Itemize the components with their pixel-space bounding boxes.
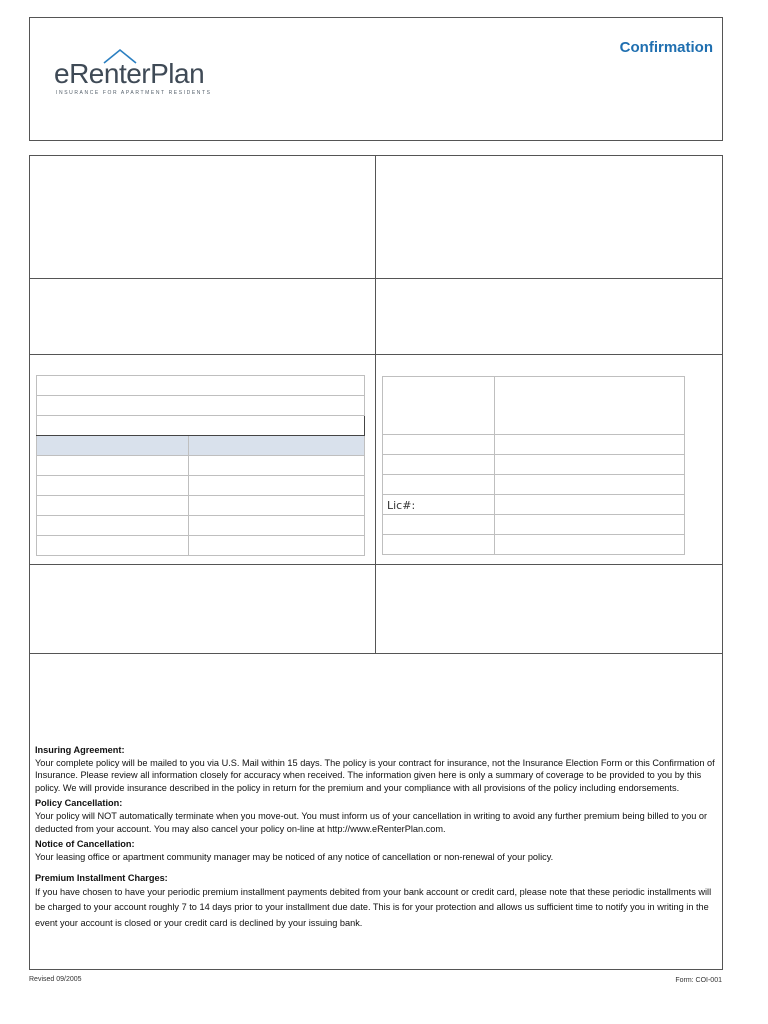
table-cell	[37, 476, 189, 496]
table-cell	[189, 436, 365, 456]
table-cell	[383, 377, 495, 435]
table-row	[383, 377, 685, 435]
table-cell	[383, 435, 495, 455]
location-cell	[29, 278, 376, 355]
table-row	[383, 495, 685, 515]
section-heading: Insuring Agreement:	[35, 745, 125, 755]
insured-info-cell	[29, 155, 376, 279]
premium-installment-section	[35, 872, 715, 931]
table-row	[37, 536, 365, 556]
coverage-cell	[29, 354, 376, 565]
document-title: Confirmation	[619, 39, 713, 56]
form-number: Form: COI-001	[675, 977, 722, 984]
table-cell	[495, 475, 685, 495]
policy-info-cell	[375, 155, 723, 279]
erenterplan-logo	[54, 48, 224, 98]
table-row	[383, 455, 685, 475]
table-cell	[37, 396, 365, 416]
revised-date: Revised 09/2005	[29, 976, 82, 983]
table-row	[37, 456, 365, 476]
table-row	[37, 396, 365, 416]
table-row	[383, 475, 685, 495]
table-row	[383, 535, 685, 555]
table-cell	[189, 496, 365, 516]
section-body: Your policy will NOT automatically terminate when you move-out. You must inform us of your cancellation in writing to avoid any further premium being billed to you or deducted from your account. You may also cancel your policy on-line at http://www.eRenterPlan.com.	[35, 810, 708, 834]
table-cell	[495, 435, 685, 455]
notice-of-cancellation-section	[35, 838, 715, 863]
policy-cancellation-section	[35, 797, 715, 835]
table-cell	[189, 536, 365, 556]
agent-table	[382, 376, 685, 555]
license-label: Lic#:	[387, 498, 416, 512]
license-label-cell	[383, 495, 495, 515]
section-heading: Notice of Cancellation:	[35, 839, 135, 850]
table-header-row	[37, 436, 365, 456]
table-cell	[383, 535, 495, 555]
table-row	[37, 476, 365, 496]
section-body: Your complete policy will be mailed to you via U.S. Mail within 15 days. The policy is your contract for insurance, not the Insurance Election Form or this Confirmation of Insurance. Please review all information closely for accuracy when received. The information given here is only a summary of coverage to be provided to you by this policy. We will provide insurance described in the policy in return for the premium and your compliance with all provisions of the policy including endorsements.	[35, 757, 715, 793]
table-cell	[383, 515, 495, 535]
table-cell	[189, 456, 365, 476]
table-row	[37, 376, 365, 396]
document-header	[29, 17, 723, 141]
table-cell	[495, 377, 685, 435]
table-cell	[495, 455, 685, 475]
agent-cell	[375, 354, 723, 565]
table-cell	[37, 436, 189, 456]
section-heading: Policy Cancellation:	[35, 798, 123, 809]
table-row	[383, 515, 685, 535]
table-row	[37, 496, 365, 516]
table-cell	[189, 476, 365, 496]
additional-interest-cell	[375, 564, 723, 654]
brand-name: eRenterPlan	[54, 58, 205, 89]
terms-section	[29, 653, 723, 970]
insuring-agreement-section	[35, 744, 715, 794]
brand-tagline: INSURANCE FOR APARTMENT RESIDENTS	[56, 90, 212, 96]
table-cell	[495, 535, 685, 555]
section-body: Your leasing office or apartment community manager may be noticed of any notice of cancellation or non-renewal of your policy.	[35, 851, 554, 862]
table-cell	[495, 495, 685, 515]
lienholder-cell	[29, 564, 376, 654]
table-cell	[383, 475, 495, 495]
terms-text	[35, 744, 715, 934]
table-cell	[37, 516, 189, 536]
table-cell	[189, 516, 365, 536]
table-cell	[37, 456, 189, 476]
table-cell	[383, 455, 495, 475]
table-row	[37, 416, 365, 436]
coverage-table	[36, 375, 365, 556]
table-cell	[495, 515, 685, 535]
table-cell	[37, 416, 365, 436]
policy-period-cell	[375, 278, 723, 355]
section-heading: Premium Installment Charges:	[35, 873, 168, 884]
table-cell	[37, 536, 189, 556]
table-cell	[37, 376, 365, 396]
table-cell	[37, 496, 189, 516]
table-row	[37, 516, 365, 536]
table-row	[383, 435, 685, 455]
section-body: If you have chosen to have your periodic premium installment payments debited from your bank account or credit card, please note that these periodic installments will be charged to your account roughly 7 to 14 days prior to your installment due date. This is for your protection and allows us sufficient time to notify you in writing in the event your account is closed or your credit card is declined by your issuing bank.	[35, 886, 712, 928]
